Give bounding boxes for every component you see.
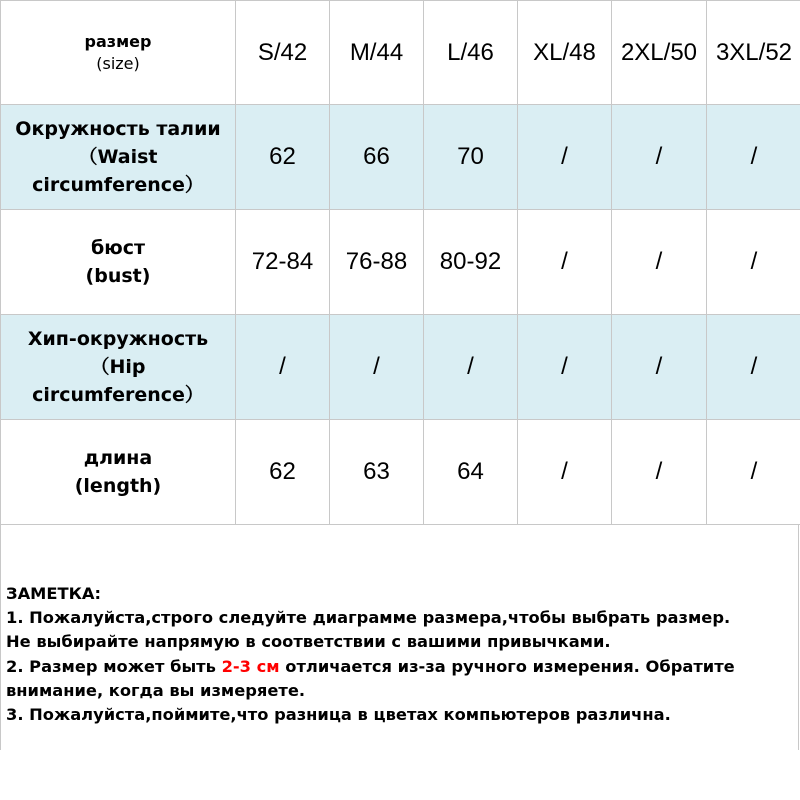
waist-row	[1, 105, 800, 210]
table-cell: /	[518, 105, 612, 210]
table-cell: /	[424, 315, 518, 420]
bust-label-line: бюст	[90, 237, 145, 259]
size-label: размер	[84, 31, 152, 51]
size-label-cell	[1, 1, 236, 105]
size-column-header: M/44	[330, 1, 424, 105]
hip-label	[1, 315, 236, 420]
table-cell: 64	[424, 420, 518, 525]
bust-label	[1, 210, 236, 315]
table-cell: 62	[236, 105, 330, 210]
table-cell: /	[612, 420, 707, 525]
table-cell: 76-88	[330, 210, 424, 315]
note-highlight: 2-3 см	[221, 656, 280, 676]
table-cell: 62	[236, 420, 330, 525]
table-cell: /	[518, 210, 612, 315]
waist-label	[1, 105, 236, 210]
note-line-4: внимание, когда вы измеряете.	[6, 680, 306, 700]
bust-label-line: (bust)	[85, 265, 151, 287]
hip-label-line: circumference）	[32, 384, 204, 406]
note-line-3-end: отличается из-за ручного измерения. Обратите	[279, 656, 735, 676]
hip-label-line: （Hip	[90, 356, 146, 378]
note-line-3-start: 2. Размер может быть	[6, 656, 222, 676]
table-cell: 66	[330, 105, 424, 210]
size-header-row	[1, 1, 800, 105]
bust-row	[1, 210, 800, 315]
table-cell: /	[612, 210, 707, 315]
hip-row	[1, 315, 800, 420]
table-cell: /	[236, 315, 330, 420]
size-column-header: XL/48	[518, 1, 612, 105]
note-line-2: Не выбирайте напрямую в соответствии с вашими привычками.	[6, 632, 611, 652]
table-cell: 63	[330, 420, 424, 525]
size-column-header: L/46	[424, 1, 518, 105]
table-cell: /	[518, 420, 612, 525]
waist-label-line: Окружность талии	[15, 118, 221, 140]
table-cell: /	[612, 315, 707, 420]
note-line-1: 1. Пожалуйста,строго следуйте диаграмме размера,чтобы выбрать размер.	[6, 608, 731, 628]
notes-title: ЗАМЕТКА:	[6, 584, 102, 603]
table-cell: /	[518, 315, 612, 420]
waist-label-line: circumference）	[32, 174, 204, 196]
table-cell: 80-92	[424, 210, 518, 315]
hip-label-line: Хип-окружность	[27, 328, 209, 350]
table-cell: /	[707, 315, 800, 420]
size-column-header: S/42	[236, 1, 330, 105]
note-line-5: 3. Пожалуйста,поймите,что разница в цветах компьютеров различна.	[6, 705, 671, 725]
table-cell: /	[612, 105, 707, 210]
length-label	[1, 420, 236, 525]
table-cell: /	[707, 420, 800, 525]
size-sublabel: (size)	[96, 53, 140, 73]
table-cell: /	[330, 315, 424, 420]
length-label-line: (length)	[74, 475, 162, 497]
waist-label-line: （Waist	[78, 146, 158, 168]
table-cell: 72-84	[236, 210, 330, 315]
length-label-line: длина	[83, 447, 153, 469]
notes-section	[6, 582, 800, 727]
note-line-3	[6, 655, 800, 679]
table-cell: /	[707, 105, 800, 210]
length-row	[1, 420, 800, 525]
size-column-header: 2XL/50	[612, 1, 707, 105]
table-cell: /	[707, 210, 800, 315]
size-column-header: 3XL/52	[707, 1, 800, 105]
table-cell: 70	[424, 105, 518, 210]
